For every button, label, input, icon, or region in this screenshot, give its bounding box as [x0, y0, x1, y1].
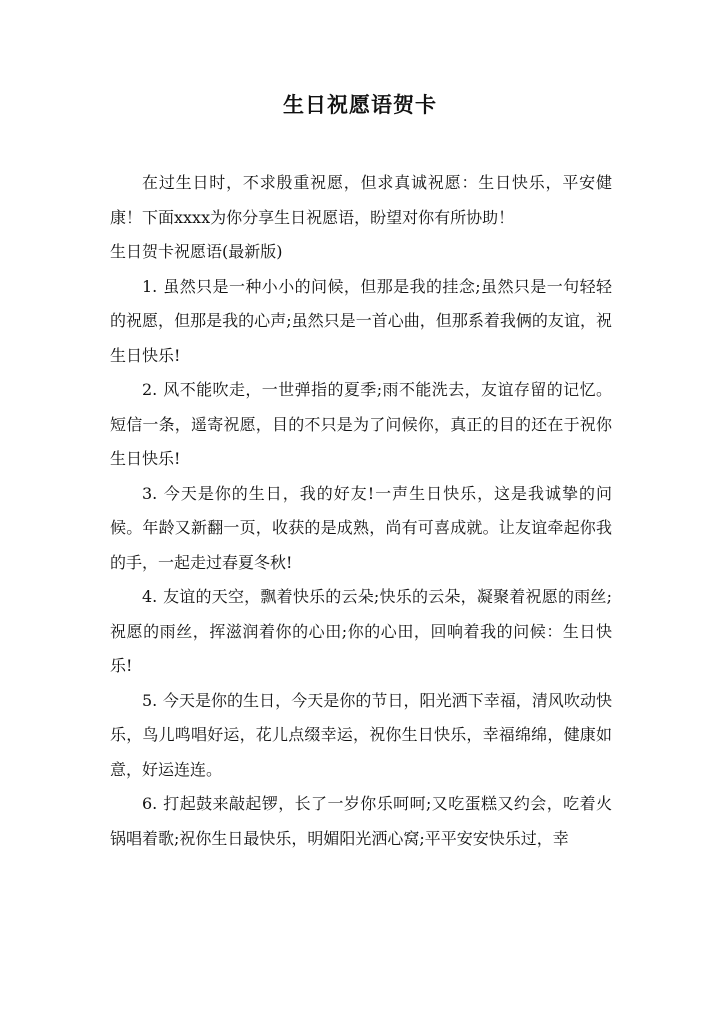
intro-paragraph: 在过生日时，不求殷重祝愿，但求真诚祝愿：生日快乐，平安健康！下面xxxx为你分享生日祝愿语，盼望对你有所协助！	[110, 173, 612, 227]
wish-number: 3.	[142, 483, 158, 503]
wish-number: 1.	[142, 276, 158, 296]
wish-text: 今天是你的生日，我的好友!一声生日快乐，这是我诚挚的问候。年龄又新翻一页，收获的是成熟，尚有可喜成就。让友谊牵起你我的手，一起走过春夏冬秋!	[110, 483, 612, 572]
document-body	[110, 166, 612, 856]
wish-number: 6.	[142, 794, 158, 813]
wish-text: 虽然只是一种小小的问候，但那是我的挂念;虽然只是一句轻轻的祝愿，但那是我的心声;虽然只是一首心曲，但那系着我俩的友谊，祝生日快乐!	[110, 276, 612, 365]
wish-item-4	[110, 580, 612, 684]
wish-item-5	[110, 684, 612, 788]
wish-text: 今天是你的生日，今天是你的节日，阳光洒下幸福，清风吹动快乐，鸟儿鸣唱好运，花儿点缀幸运，祝你生日快乐，幸福绵绵，健康如意，好运连连。	[110, 690, 612, 779]
wish-item-2	[110, 373, 612, 477]
wish-number: 4.	[142, 587, 158, 606]
wish-number: 5.	[142, 690, 158, 710]
wish-item-1	[110, 270, 612, 374]
document-title: 生日祝愿语贺卡	[283, 92, 437, 117]
section-subtitle: 生日贺卡祝愿语(最新版)	[110, 242, 283, 261]
wish-item-3	[110, 477, 612, 581]
wish-text: 风不能吹走，一世弹指的夏季;雨不能洗去，友谊存留的记忆。短信一条，遥寄祝愿，目的不只是为了问候你，真正的目的还在于祝你生日快乐!	[110, 380, 612, 468]
wish-text: 打起鼓来敲起锣，长了一岁你乐呵呵;又吃蛋糕又约会，吃着火锅唱着歌;祝你生日最快乐，明媚阳光洒心窝;平平安安快乐过，幸	[110, 794, 612, 848]
wish-number: 2.	[142, 380, 158, 399]
wish-item-6	[110, 787, 612, 856]
wish-text: 友谊的天空，飘着快乐的云朵;快乐的云朵，凝聚着祝愿的雨丝;祝愿的雨丝，挥滋润着你的心田;你的心田，回响着我的问候：生日快乐!	[110, 587, 612, 675]
